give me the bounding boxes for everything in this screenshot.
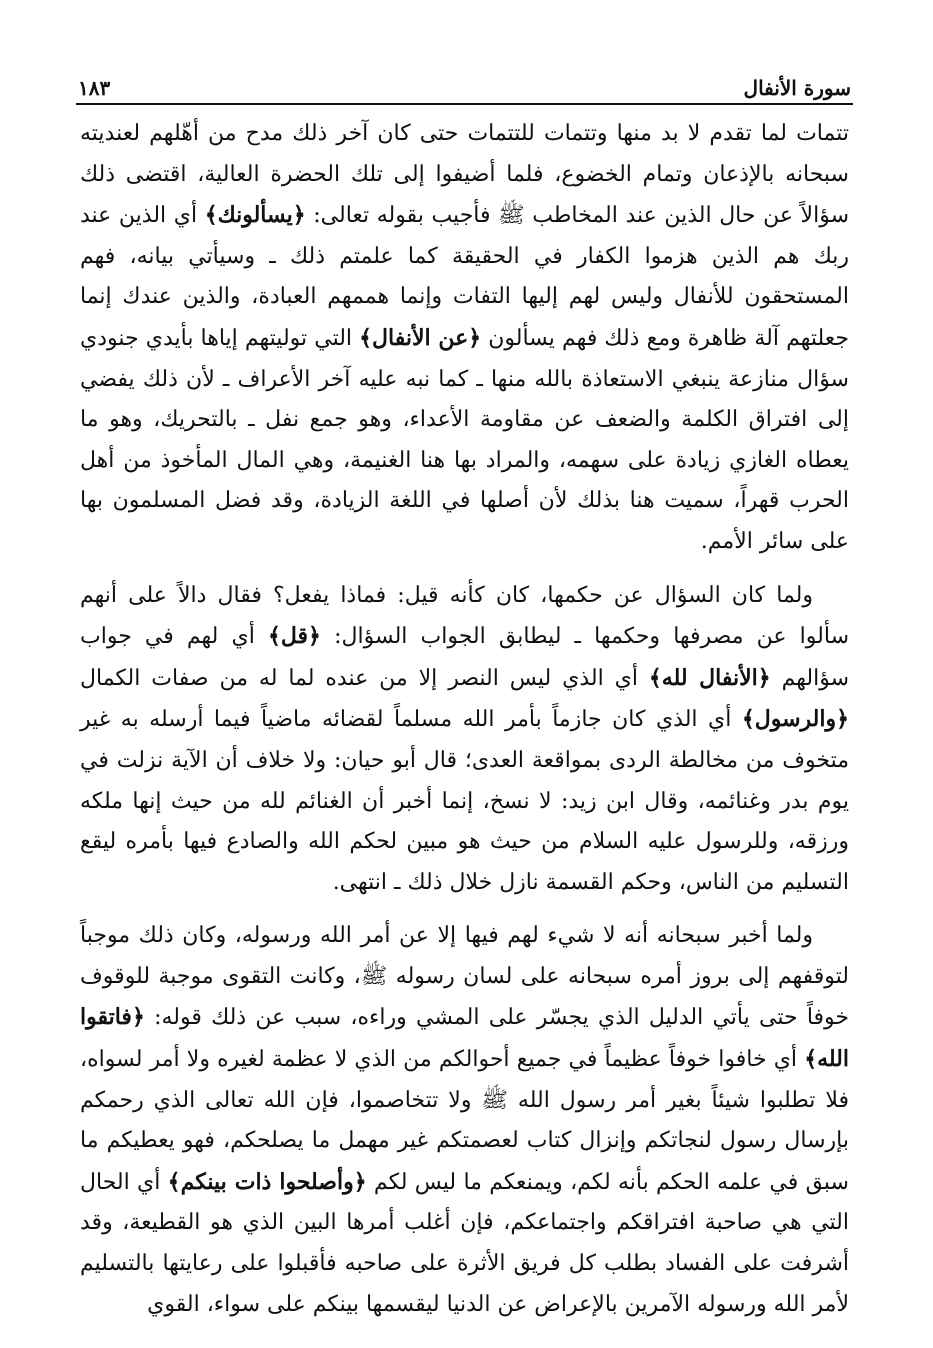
text-segment: ولما كان السؤال عن حكمها، كان كأنه قيل: فماذا يفعل؟ فقال دالاً على أنهم سألوا عن مصرفها وحكمها ـ ليطابق الجواب السؤال: — [80, 582, 849, 650]
text-segment: أي الذين عند ربك هم الذين هزموا الكفار في الحقيقة كما علمتم ذلك ـ وسيأتي بيانه، فهم المستحقون للأنفال وليس لهم إليها التفات وإنما هممهم العبادة، والذين عندك إنما جعلتهم آلة ظاهرة ومع ذلك فهم يسألون — [80, 203, 849, 351]
running-header — [78, 66, 851, 100]
header-divider — [76, 103, 853, 105]
text-segment: ولما أخبر سبحانه أنه لا شيء لهم فيها إلا عن أمر الله ورسوله، وكان ذلك موجباً لتوقفهم إلى بروز أمره سبحانه على لسان رسوله ﷺ، وكانت التقوى موجبة للوقوف خوفاً حتى يأتي الدليل الذي يجسّر على المشي وراءه، سبب عن ذلك قوله: — [80, 923, 850, 1031]
text-segment: أي الحال التي هي صاحبة افتراقكم واجتماعكم، فإن أغلب أمرها البين الذي هو القطيعة، وقد أشرفت على الفساد بطلب كل فريق الأثرة على صاحبه فأقبلوا على رعايتها بالتسليم لأمر الله ورسوله الآمرين بالإعراض عن الدنيا ليقسمها بينكم على سواء، القوي — [80, 1169, 849, 1317]
paragraph-1 — [80, 114, 849, 563]
text-segment: أي الذي كان جازماً بأمر الله مسلماً لقضائه ماضياً فيما أرسله به غير متخوف من مخالطة الردى بمواقعة العدى؛ قال أبو حيان: ولا خلاف أن الآية نزلت في يوم بدر وغنائمه، وقال ابن زيد: لا نسخ، إنما أخبر أن الغنائم لله من حيث إنها ملكه ورزقه، وللرسول عليه السلام من حيث هو مبين لحكم الله والصادع فيها بأمره ليقع التسليم من الناس، وحكم القسمة نازل خلال ذلك ـ انتهى. — [80, 707, 849, 895]
quran-quote: ﴿يسألونك﴾ — [204, 202, 306, 229]
quran-quote: ﴿والرسول﴾ — [741, 706, 849, 733]
paragraph-2 — [80, 576, 849, 904]
quran-quote: ﴿الأنفال لله﴾ — [648, 664, 771, 691]
page-number: ١٨٣ — [78, 76, 111, 100]
main-text — [80, 114, 849, 1325]
text-segment: أي الذي ليس النصر إلا من عنده لما له من صفات الكمال — [80, 665, 649, 691]
surah-title: سورة الأنفال — [743, 76, 851, 100]
text-segment: أي خافوا خوفاً عظيماً في جميع أحوالكم من الذي لا عظمة لغيره ولا أمر لسواه، فلا تطلبوا شيئاً بغير أمر رسول الله ﷺ ولا تتخاصموا، فإن الله تعالى الذي رحمكم بإرسال رسول لنجاتكم وإنزال كتاب لعصمتكم غير مهمل ما يصلحكم، فهو يعطيكم ما سبق في علمه الحكم بأنه لكم، ويمنعكم ما ليس لكم — [80, 1047, 849, 1195]
quran-quote: ﴿فاتقوا الله﴾ — [80, 1004, 849, 1073]
text-segment: تتمات لما تقدم لا بد منها وتتمات للتتمات حتى كان آخر ذلك مدح من أهّلهم لعنديته سبحانه بالإذعان وتمام الخضوع، فلما أضيفوا إلى تلك الحضرة العالية، اقتضى ذلك سؤالاً عن حال الذين عند المخاطب ﷺ فأجيب بقوله تعالى: — [80, 121, 850, 229]
quran-quote: ﴿وأصلحوا ذات بينكم﴾ — [167, 1168, 367, 1195]
paragraph-3 — [80, 916, 849, 1325]
quran-quote: ﴿قل﴾ — [267, 623, 321, 650]
quran-quote: ﴿عن الأنفال﴾ — [359, 324, 482, 351]
text-segment: التي توليتهم إياها بأيدي جنودي سؤال منازعة ينبغي الاستعاذة بالله منها ـ كما نبه عليه آخر الأعراف ـ لأن ذلك يفضي إلى افتراق الكلمة والضعف عن مقاومة الأعداء، وهو جمع نفل ـ بالتحريك، وهو ما يعطاه الغازي زيادة على سهمه، والمراد بها هنا الغنيمة، وهي المال المأخوذ من أهل الحرب قهراً، سميت هنا بذلك لأن أصلها في اللغة الزيادة، وقد فضل المسلمون بها على سائر الأمم. — [80, 325, 849, 554]
text-segment: أي لهم في جواب سؤالهم — [80, 624, 849, 691]
